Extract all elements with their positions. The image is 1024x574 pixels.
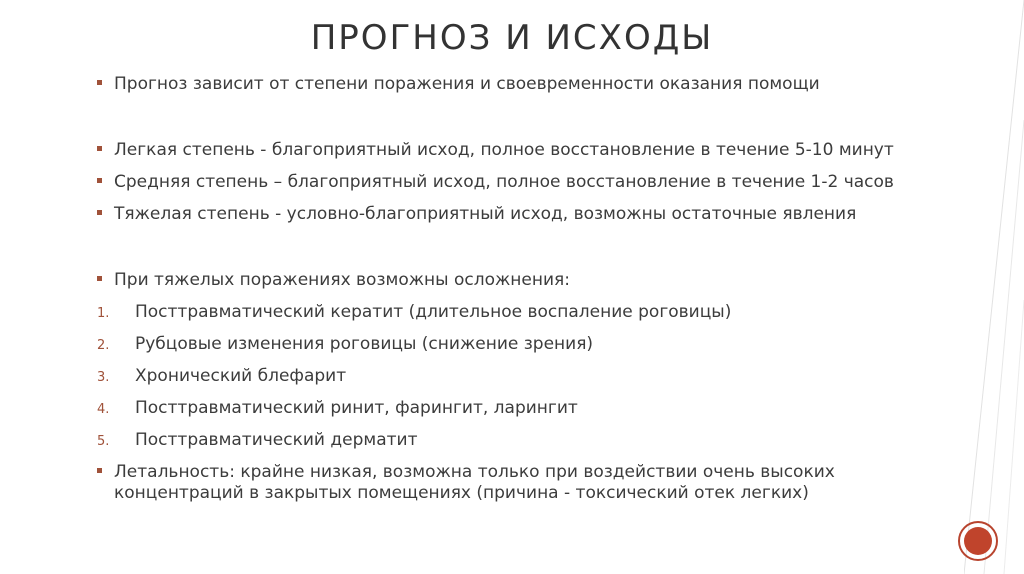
bullet-item [97, 172, 914, 193]
bullet-item [97, 74, 914, 95]
bullet-text: Прогноз зависит от степени поражения и своевременности оказания помощи [114, 74, 820, 94]
numbered-item [97, 430, 915, 451]
bullet-item [97, 204, 914, 225]
numbered-text: Рубцовые изменения роговицы (снижение зрения) [135, 334, 594, 354]
bullet-text: При тяжелых поражениях возможны осложнения: [114, 270, 570, 290]
item-number: 4. [97, 402, 110, 417]
decorative-edge-lines [964, 0, 1024, 574]
bullet-marker [97, 468, 102, 473]
bullet-item [97, 270, 914, 291]
item-number: 1. [97, 306, 110, 321]
numbered-text: Посттравматический кератит (длительное воспаление роговицы) [135, 302, 732, 322]
item-number: 5. [97, 434, 110, 449]
numbered-item [97, 302, 915, 323]
numbered-text: Посттравматический ринит, фарингит, ларингит [135, 398, 578, 418]
bullet-marker [97, 146, 102, 151]
bullet-text: Средняя степень – благоприятный исход, полное восстановление в течение 1-2 часов [114, 172, 894, 192]
numbered-item [97, 398, 915, 419]
bullet-marker [97, 276, 102, 281]
numbered-text: Хронический блефарит [135, 366, 347, 386]
bullet-marker [97, 210, 102, 215]
bullet-text: Летальность: крайне низкая, возможна только при воздействии очень высоких концентраций в закрытых помещениях (причина - токсический отек легких) [114, 462, 835, 503]
slide-title: ПРОГНОЗ И ИСХОДЫ [310, 18, 714, 58]
numbered-item [97, 366, 915, 387]
bullet-marker [97, 80, 102, 85]
item-number: 3. [97, 370, 110, 385]
bullet-text: Тяжелая степень - условно-благоприятный исход, возможны остаточные явления [114, 204, 857, 224]
numbered-item [97, 334, 915, 355]
numbered-text: Посттравматический дерматит [135, 430, 418, 450]
slide-badge-icon [958, 521, 998, 561]
item-number: 2. [97, 338, 110, 353]
bullet-item [97, 462, 884, 504]
badge-circle [964, 527, 992, 555]
bullet-text: Легкая степень - благоприятный исход, полное восстановление в течение 5-10 минут [114, 140, 894, 160]
bullet-item [97, 140, 914, 161]
bullet-marker [97, 178, 102, 183]
